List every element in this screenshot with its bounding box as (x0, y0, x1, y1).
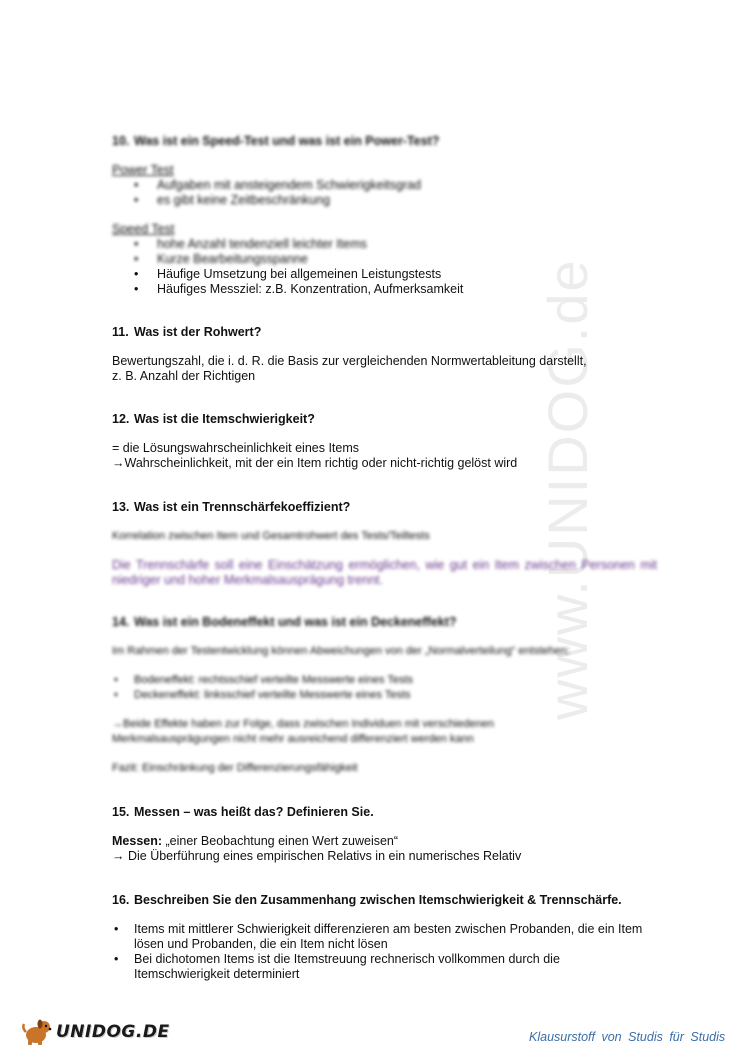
answer-line: → Die Überführung eines empirischen Relativs in ein numerisches Relativ (112, 849, 522, 863)
question-10-heading: 10. Was ist ein Speed-Test und was ist ein Power-Test? (112, 134, 440, 148)
question-14 (112, 615, 672, 776)
question-13-heading: 13. Was ist ein Trennschärfekoeffizient? (112, 500, 351, 514)
answer-line: Fazit: Einschränkung der Differenzierungsfähigkeit (112, 762, 358, 774)
question-10 (112, 134, 672, 297)
list-item: • Items mit mittlerer Schwierigkeit differenzieren am besten zwischen Probanden, die ein Item lösen und Probanden, die ein Item nicht lösen (112, 922, 652, 952)
question-15 (112, 805, 672, 864)
footer-tagline: Klausurstoff von Studis für Studis (529, 1030, 726, 1044)
relation-list (112, 922, 652, 982)
list-item: • Häufiges Messziel: z.B. Konzentration, Aufmerksamkeit (112, 282, 672, 297)
power-test-label: Power Test (112, 163, 174, 177)
question-11-heading: 11. Was ist der Rohwert? (112, 325, 262, 339)
power-test-list (112, 178, 672, 208)
question-16 (112, 893, 672, 982)
question-13 (112, 500, 672, 588)
answer-line: Bewertungszahl, die i. d. R. die Basis zur vergleichenden Normwertableitung darstellt, (112, 354, 587, 368)
question-11 (112, 325, 672, 384)
answer-line: →Beide Effekte haben zur Folge, dass zwischen Individuen mit verschiedenen Merkmalsausprägungen nicht mehr ausreichend differenziert werden kann (112, 718, 494, 745)
list-item: • Häufige Umsetzung bei allgemeinen Leistungstests (112, 267, 672, 282)
speed-test-list (112, 237, 672, 297)
dog-icon (22, 1018, 54, 1046)
answer-purple: Die Trennschärfe soll eine Einschätzung ermöglichen, wie gut ein Item zwischen Personen mit niedriger und hoher Merkmalsausprägung trennt. (112, 558, 657, 587)
watermark: www.UNIDOG.de (536, 258, 599, 720)
question-16-heading: 16. Beschreiben Sie den Zusammenhang zwischen Itemschwierigkeit & Trennschärfe. (112, 893, 622, 907)
question-12-heading: 12. Was ist die Itemschwierigkeit? (112, 412, 315, 426)
list-item: • Deckeneffekt: linksschief verteilte Messwerte eines Tests (112, 688, 672, 703)
list-item: • hohe Anzahl tendenziell leichter Items (112, 237, 672, 252)
effects-list (112, 673, 672, 703)
question-12 (112, 412, 672, 471)
list-item: • Aufgaben mit ansteigendem Schwierigkeitsgrad (112, 178, 672, 193)
question-15-heading: 15. Messen – was heißt das? Definieren Sie. (112, 805, 374, 819)
unidog-logo (22, 1018, 170, 1046)
answer-line: = die Lösungswahrscheinlichkeit eines Items (112, 441, 360, 455)
question-14-heading: 14. Was ist ein Bodeneffekt und was ist ein Deckeneffekt? (112, 615, 457, 629)
answer-line: Messen: „einer Beobachtung einen Wert zuweisen“ (112, 834, 399, 848)
answer-line: Korrelation zwischen Item und Gesamtrohwert des Tests/Teiltests (112, 530, 430, 542)
answer-line: →Wahrscheinlichkeit, mit der ein Item richtig oder nicht-richtig gelöst wird (112, 456, 518, 470)
logo-text: UNIDOG.DE (56, 1021, 170, 1042)
list-item: • Kurze Bearbeitungsspanne (112, 252, 672, 267)
speed-test-label: Speed Test (112, 222, 175, 236)
list-item: • Bodeneffekt: rechtsschief verteilte Messwerte eines Tests (112, 673, 672, 688)
answer-line: z. B. Anzahl der Richtigen (112, 369, 256, 383)
list-item: • Bei dichotomen Items ist die Itemstreuung rechnerisch vollkommen durch die Itemschwierigkeit determiniert (112, 952, 652, 982)
answer-line: Im Rahmen der Testentwicklung können Abweichungen von der „Normalverteilung“ entstehen: (112, 645, 570, 657)
list-item: • es gibt keine Zeitbeschränkung (112, 193, 672, 208)
